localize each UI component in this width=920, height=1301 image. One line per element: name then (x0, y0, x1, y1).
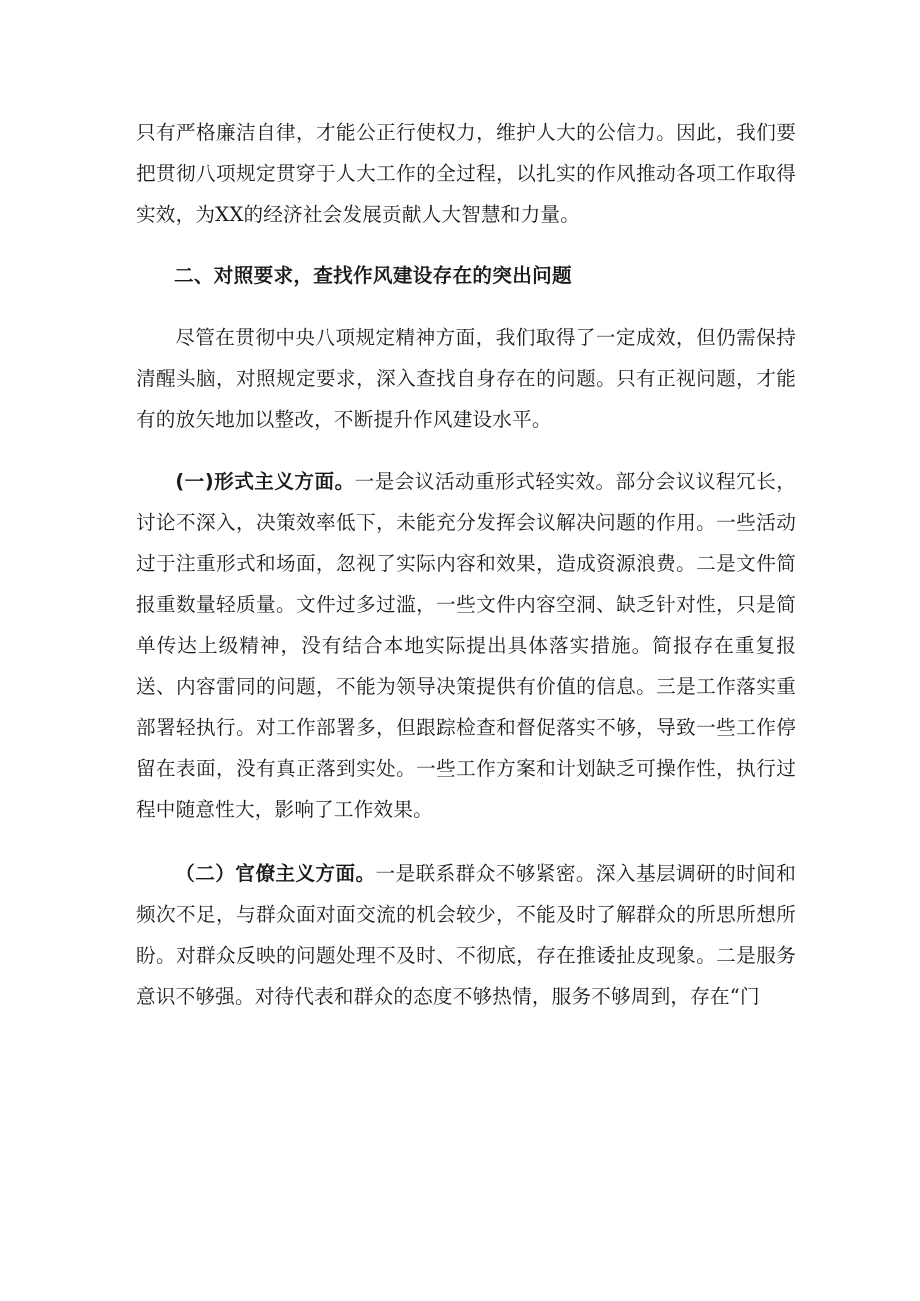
document-page (136, 112, 796, 1017)
bureaucracy-body: 一是联系群众不够紧密。深入基层调研的时间和频次不足，与群众面对面交流的机会较少，不能及时了解群众的所思所想所盼。对群众反映的问题处理不及时、不彻底，存在推诿扯皮现象。二是服务意识不够强。对待代表和群众的态度不够热情，服务不够周到，存在“门 (136, 862, 797, 1008)
formalism-lead: (一)形式主义方面。 (175, 470, 355, 493)
paragraph-bureaucracy (136, 853, 796, 1017)
paragraph-formalism (136, 461, 796, 830)
paragraph-section-two-intro: 尽管在贯彻中央八项规定精神方面，我们取得了一定成效，但仍需保持清醒头脑，对照规定要求，深入查找自身存在的问题。只有正视问题，才能有的放矢地加以整改，不断提升作风建设水平。 (136, 326, 796, 431)
paragraph-intro-tail: 只有严格廉洁自律，才能公正行使权力，维护人大的公信力。因此，我们要把贯彻八项规定贯穿于人大工作的全过程，以扎实的作风推动各项工作取得实效，为XX的经济社会发展贡献人大智慧和力量。 (136, 121, 796, 226)
formalism-body: 一是会议活动重形式轻实效。部分会议议程冗长，讨论不深入，决策效率低下，未能充分发挥会议解决问题的作用。一些活动过于注重形式和场面，忽视了实际内容和效果，造成资源浪费。二是文件简报重数量轻质量。文件过多过滥，一些文件内容空洞、缺乏针对性，只是简单传达上级精神，没有结合本地实际提出具体落实措施。简报存在重复报送、内容雷同的问题，不能为领导决策提供有价值的信息。三是工作落实重部署轻执行。对工作部署多，但跟踪检查和督促落实不够，导致一些工作停留在表面，没有真正落到实处。一些工作方案和计划缺乏可操作性，执行过程中随意性大，影响了工作效果。 (136, 470, 796, 821)
section-heading-two: 二、对照要求，查找作风建设存在的突出问题 (174, 264, 572, 287)
bureaucracy-lead: （二）官僚主义方面。 (175, 862, 376, 885)
